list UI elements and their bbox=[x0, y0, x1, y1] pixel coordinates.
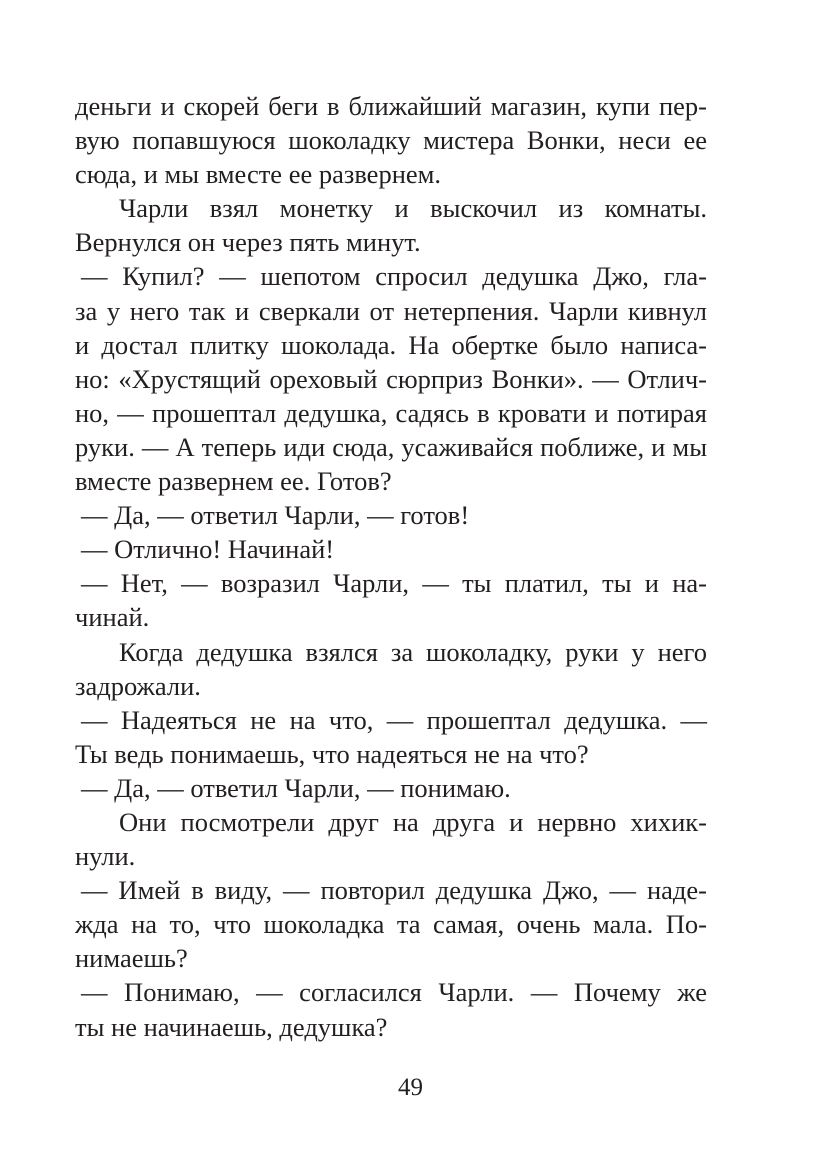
text-line: но, — прошептал дедушка, садясь в кровати и потирая bbox=[75, 397, 707, 428]
text-line: — Имей в виду, — повторил дедушка Джо, — наде- bbox=[81, 875, 707, 906]
text-line: задрожали. bbox=[75, 670, 201, 701]
text-line: за у него так и сверкали от нетерпения. Чарли кивнул bbox=[75, 295, 707, 326]
text-line: деньги и скорей беги в ближайший магазин, купи пер- bbox=[75, 91, 707, 121]
text-line: жда на то, что шоколадка та самая, очень мала. По- bbox=[75, 909, 707, 940]
text-line: нимаешь? bbox=[75, 943, 188, 974]
text-line: — Надеяться не на что, — прошептал дедушка. — bbox=[81, 704, 707, 735]
page-text bbox=[75, 89, 707, 1044]
text-line: и достал плитку шоколада. На обертке было написа- bbox=[75, 329, 707, 360]
text-line: Когда дедушка взялся за шоколадку, руки у него bbox=[119, 636, 707, 667]
text-line: Чарли взял монетку и выскочил из комнаты. bbox=[119, 193, 707, 224]
text-line: руки. — А теперь иди сюда, усаживайся поближе, и мы bbox=[75, 431, 707, 462]
text-line: ты не начинаешь, дедушка? bbox=[75, 1011, 388, 1042]
text-line: — Да, — ответил Чарли, — готов! bbox=[81, 500, 470, 531]
text-line: но: «Хрустящий ореховый сюрприз Вонки». — Отлич- bbox=[75, 363, 707, 394]
text-line: вместе развернем ее. Готов? bbox=[75, 466, 392, 497]
text-line: — Понимаю, — согласился Чарли. — Почему же bbox=[81, 977, 707, 1008]
text-line: вую попавшуюся шоколадку мистера Вонки, неси ее bbox=[75, 125, 707, 156]
text-line: — Да, — ответил Чарли, — понимаю. bbox=[81, 772, 511, 803]
text-line: — Купил? — шепотом спросил дедушка Джо, гла- bbox=[81, 261, 707, 292]
page-number: 49 bbox=[398, 1074, 423, 1101]
text-line: — Отлично! Начинай! bbox=[81, 534, 335, 565]
text-line: — Нет, — возразил Чарли, — ты платил, ты и на- bbox=[81, 568, 707, 599]
text-line: сюда, и мы вместе ее развернем. bbox=[75, 159, 442, 190]
text-line: Вернулся он через пять минут. bbox=[75, 227, 421, 258]
text-line: Ты ведь понимаешь, что надеяться не на что? bbox=[75, 738, 589, 769]
text-line: чинай. bbox=[75, 602, 150, 633]
text-line: Они посмотрели друг на друга и нервно хихик- bbox=[119, 806, 707, 837]
text-line: нули. bbox=[75, 841, 136, 872]
